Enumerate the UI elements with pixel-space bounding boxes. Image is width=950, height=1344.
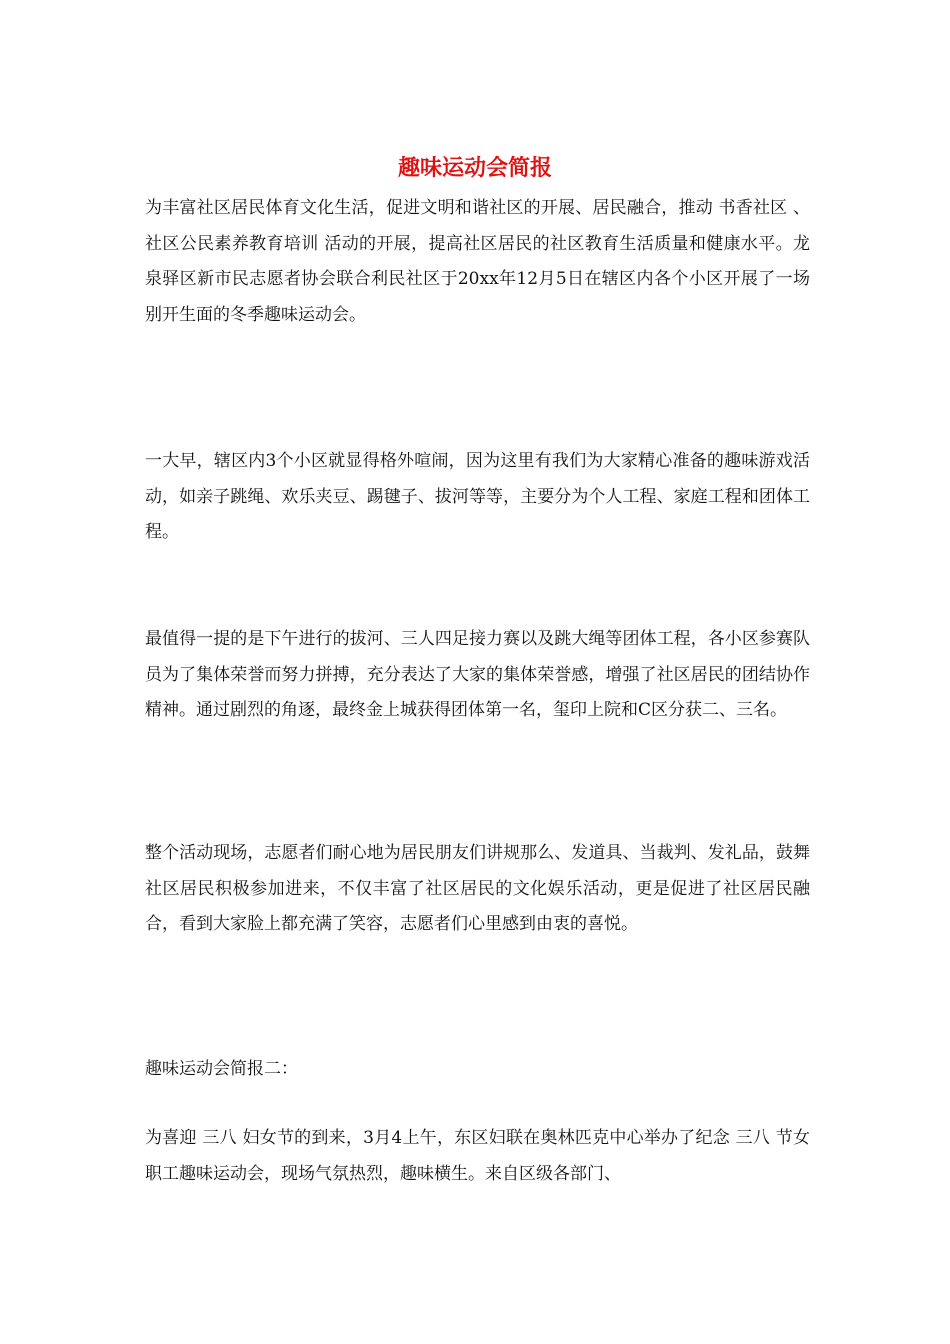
paragraph-womens-day: 为喜迎 三八 妇女节的到来，3月4上午，东区妇联在奥林匹克中心举办了纪念 三八 节女职工趣味运动会，现场气氛热烈，趣味横生。来自区级各部门、 xyxy=(145,1128,810,1184)
paragraph-intro: 为丰富社区居民体育文化生活，促进文明和谐社区的开展、居民融合，推动 书香社区 、 社区公民素养教育培训 活动的开展，提高社区居民的社区教育生活质量和健康水平。龙泉驿区新市民志愿者协会联合利民社区于20xx年12月5日在辖区内各个小区开展了一场别开生面的冬季趣味运动会。 xyxy=(145,198,810,325)
paragraph-volunteers: 整个活动现场，志愿者们耐心地为居民朋友们讲规那么、发道具、当裁判、发礼品，鼓舞社区居民积极参加进来，不仅丰富了社区居民的文化娱乐活动，更是促进了社区居民融合，看到大家脸上都充满了笑容，志愿者们心里感到由衷的喜悦。 xyxy=(145,843,810,934)
section-heading-two: 趣味运动会简报二： xyxy=(145,1059,298,1079)
document-title: 趣味运动会简报 xyxy=(397,155,552,181)
paragraph-morning: 一大早，辖区内3个小区就显得格外喧闹，因为这里有我们为大家精心准备的趣味游戏活动，如亲子跳绳、欢乐夹豆、踢毽子、拔河等等，主要分为个人工程、家庭工程和团体工程。 xyxy=(145,451,810,542)
paragraph-afternoon: 最值得一提的是下午进行的拔河、三人四足接力赛以及跳大绳等团体工程，各小区参赛队员为了集体荣誉而努力拼搏，充分表达了大家的集体荣誉感，增强了社区居民的团结协作精神。通过剧烈的角逐，最终金上城获得团体第一名，玺印上院和C区分获二、三名。 xyxy=(145,629,810,720)
